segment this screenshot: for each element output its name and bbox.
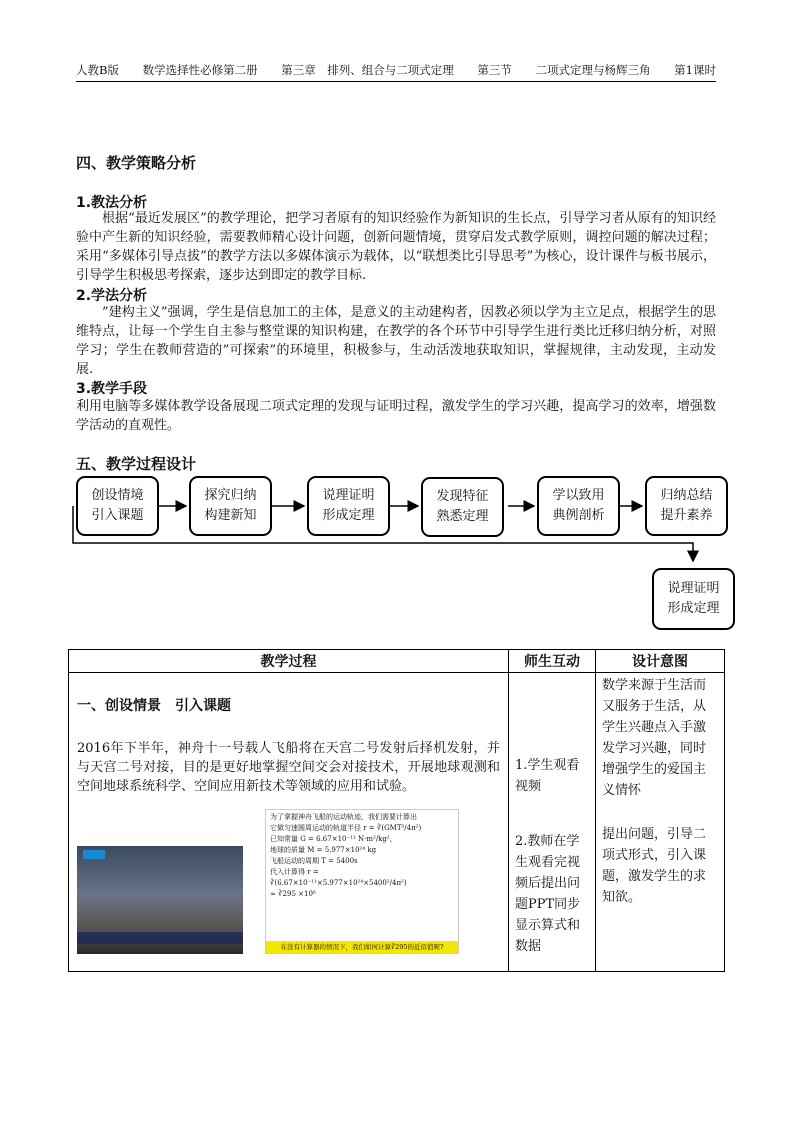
header-chapter: 第三章 排列、组合与二项式定理 bbox=[281, 63, 454, 77]
strategy-title: 四、教学策略分析 bbox=[76, 154, 197, 172]
slide-line: 飞船运动的周期 T = 5400s bbox=[270, 857, 358, 865]
method-body: 根据“最近发展区”的教学理论，把学习者原有的知识经验作为新知识的生长点，引导学习者从原有的知识经验中产生新的知识经验，需要教师精心设计问题，创新问题情境，贯穿启发式教学原则，调控问题的解决过程；采用“多媒体引导点拔”的教学方法以多媒体演示为载体，以“联想类比引导思考”为核心，设计课件与板书展示，引导学生积极思考探索，逐步达到即定的教学目标. bbox=[76, 211, 716, 283]
study-title: 2.学法分析 bbox=[76, 288, 148, 304]
slide-caption: 在没有计算器的情况下，我们如何计算∛295的近似值呢? bbox=[266, 941, 458, 953]
flow-step-4: 发现特征 熟悉定理 bbox=[421, 477, 504, 537]
header-topic: 二项式定理与杨辉三角 bbox=[535, 63, 651, 77]
table-row bbox=[69, 673, 725, 972]
flow-step-3: 说理证明 形成定理 bbox=[307, 476, 390, 536]
method-title: 1.教法分析 bbox=[76, 195, 148, 211]
process-table bbox=[68, 649, 725, 972]
slide-line: 代入计算得 r = ∛(6.67×10⁻¹¹×5.977×10²⁴×5400²/4π²) bbox=[270, 868, 407, 887]
slide-line: 为了掌握神舟飞船的运动轨迹，我们需要计算出 bbox=[270, 813, 417, 821]
intent-1: 数学来源于生活而又服务于生活，从学生兴趣点入手激发学习兴趣，同时增强学生的爱国主义情怀 bbox=[602, 678, 707, 798]
means-title: 3.教学手段 bbox=[76, 381, 148, 397]
media-area bbox=[69, 809, 508, 953]
intent-cell bbox=[596, 673, 725, 972]
flow-extra-box: 说理证明 形成定理 bbox=[652, 568, 735, 630]
means-body: 利用电脑等多媒体教学设备展现二项式定理的发现与证明过程，激发学生的学习兴趣，提高学习的效率，增强数学活动的直观性。 bbox=[76, 399, 716, 433]
table-header-row bbox=[69, 650, 725, 673]
process-cell bbox=[69, 673, 509, 972]
flow-step-5: 学以致用 典例剖析 bbox=[537, 476, 620, 536]
process-title: 五、教学过程设计 bbox=[76, 455, 197, 473]
header-process: 教学过程 bbox=[69, 650, 509, 673]
intent-2: 提出问题，引导二项式形式，引入课题，激发学生的求知欲。 bbox=[602, 827, 707, 905]
tv-logo bbox=[83, 850, 105, 859]
study-body: ”建构主义”强调，学生是信息加工的主体，是意义的主动建构者，因教必须以学为主立足点，根据学生的思维特点，让每一个学生自主参与整堂课的知识构建，在教学的各个环节中引导学生进行类比迁移归纳分析，对照学习；学生在教师营造的”可探索”的环境里，积极参与，生动活泼地获取知识，掌握规律，主动发现，主动发展. bbox=[76, 305, 716, 377]
ppt-slide bbox=[265, 809, 459, 954]
section-body: 2016年下半年，神舟十一号载人飞船将在天宫二号发射后择机发射，并与天宫二号对接，目的是更好地掌握空间交会对接技术，开展地球观测和空间地球系统科学、空间应用新技术等领域的应用和试验。 bbox=[77, 741, 500, 794]
interaction-cell bbox=[509, 673, 596, 972]
flow-step-2: 探究归纳 构建新知 bbox=[189, 476, 272, 536]
interaction-1: 1.学生观看视频 bbox=[515, 758, 580, 794]
slide-line: 它做匀速圆周运动的轨道半径 r = ∛(GMT²/4π²) bbox=[270, 824, 422, 832]
flow-step-1: 创设情境 引入课题 bbox=[76, 476, 159, 536]
flow-step-6: 归纳总结 提升素养 bbox=[645, 476, 728, 536]
slide-line: ≈ ∛295 ×10⁶ bbox=[270, 890, 316, 898]
header-lesson: 第1课时 bbox=[674, 63, 716, 77]
header-section: 第三节 bbox=[477, 63, 512, 77]
header-edition: 人教B版 bbox=[76, 63, 119, 77]
interaction-2: 2.教师在学生观看完视频后提出问题PPT同步显示算式和数据 bbox=[515, 834, 581, 954]
header-intent: 设计意图 bbox=[596, 650, 725, 673]
section-title: 一、创设情景 引入课题 bbox=[77, 698, 231, 714]
slide-line: 已知常量 G = 6.67×10⁻¹¹ N·m²/kg²， bbox=[270, 835, 397, 843]
news-ticker bbox=[77, 932, 243, 944]
slide-line: 地球的质量 M = 5.977×10²⁴ kg bbox=[270, 846, 377, 854]
header-book: 数学选择性必修第二册 bbox=[142, 63, 258, 77]
launch-video-frame bbox=[77, 846, 243, 954]
header-interaction: 师生互动 bbox=[509, 650, 596, 673]
